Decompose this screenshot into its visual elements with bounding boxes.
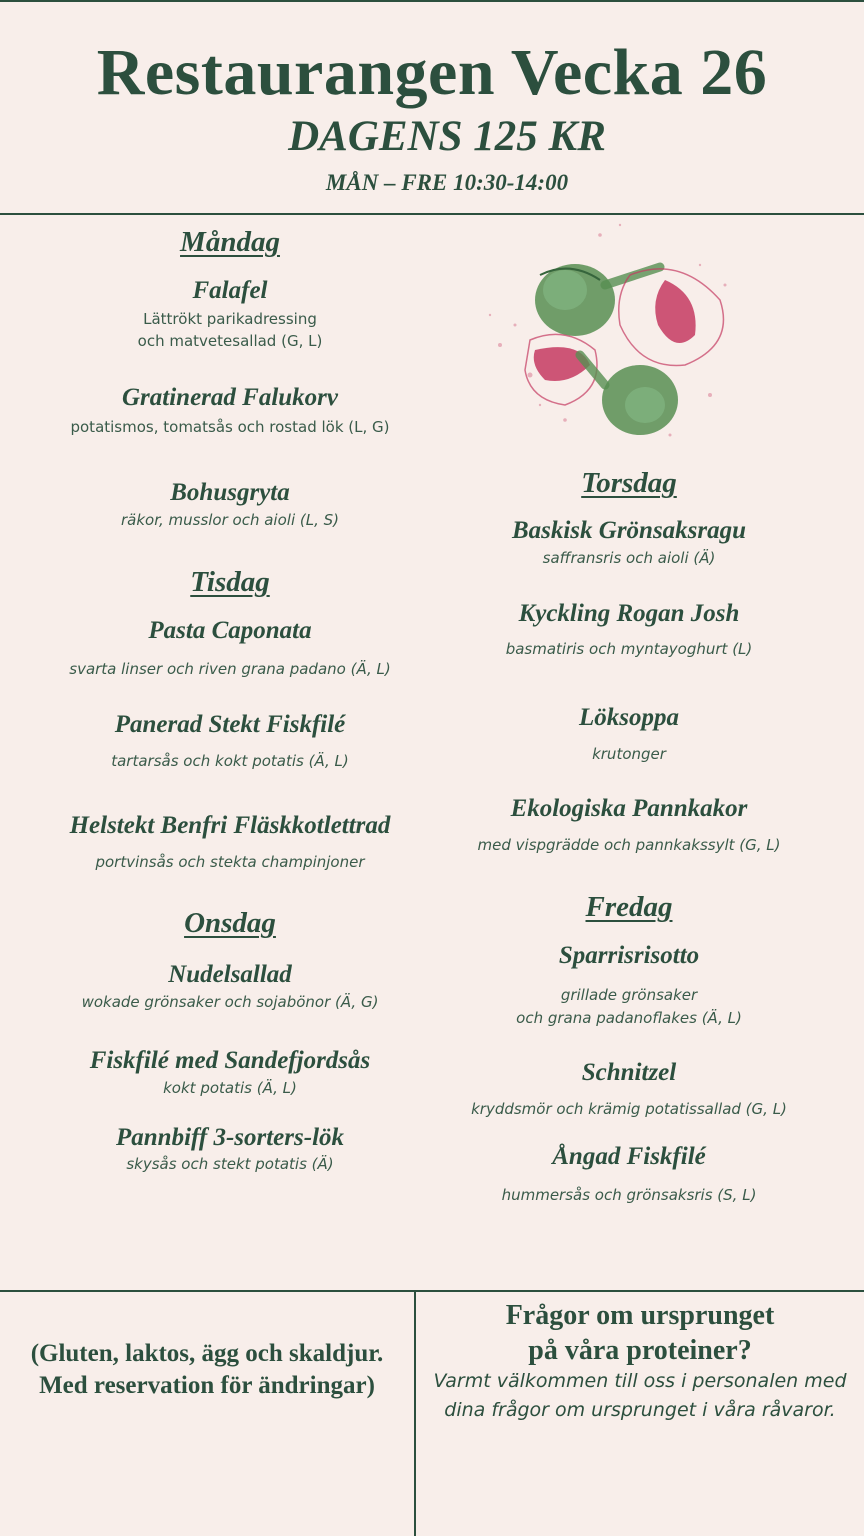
dish-name: Bohusgryta [170, 479, 290, 506]
dish-name: Schnitzel [581, 1059, 677, 1086]
allergen-line: Med reservation för ändringar) [39, 1372, 375, 1399]
dish-description: kryddsmör och krämig potatissallad (G, L) [471, 1100, 787, 1118]
day-heading-thursday: Torsdag [581, 467, 677, 499]
footer-divider [0, 1290, 864, 1292]
dish-description: kokt potatis (Ä, L) [163, 1079, 297, 1097]
dish-name: Ekologiska Pannkakor [510, 795, 748, 822]
welcome-line: Varmt välkommen till oss i personalen med [433, 1370, 847, 1392]
right-menu-column [444, 0, 814, 1290]
dish-description: skysås och stekt potatis (Ä) [126, 1155, 334, 1173]
dish-description: wokade grönsaker och sojabönor (Ä, G) [81, 993, 379, 1011]
dish-name: Löksoppa [579, 704, 679, 731]
day-heading-wednesday: Onsdag [184, 907, 276, 939]
dish-name: Baskisk Grönsaksragu [511, 517, 747, 544]
opening-hours: MÅN – FRE 10:30-14:00 [325, 170, 569, 195]
dish-description: saffransris och aioli (Ä) [542, 549, 716, 567]
dish-name: Panerad Stekt Fiskfilé [114, 711, 346, 738]
day-heading-friday: Fredag [585, 891, 673, 923]
dish-description: räkor, musslor och aioli (L, S) [120, 511, 340, 529]
page-title: Restaurangen Vecka 26 [96, 36, 768, 109]
dish-name: Pannbiff 3-sorters-lök [115, 1124, 345, 1151]
dish-description: svarta linser och riven grana padano (Ä, L) [69, 660, 391, 678]
dish-description: potatismos, tomatsås och rostad lök (L, G) [70, 418, 390, 436]
dish-description: tartarsås och kokt potatis (Ä, L) [111, 752, 349, 770]
left-menu-column [30, 0, 430, 1290]
welcome-note [416, 1367, 864, 1425]
dish-description: krutonger [592, 745, 666, 763]
day-heading-tuesday: Tisdag [190, 566, 270, 598]
welcome-line: dina frågor om ursprunget i våra råvaror. [444, 1399, 836, 1421]
allergen-note [0, 1338, 414, 1402]
origin-question [416, 1298, 864, 1368]
dish-description: med vispgrädde och pannkakssylt (G, L) [477, 836, 781, 854]
dish-description: grillade grönsaker [560, 986, 698, 1004]
dish-name: Ångad Fiskfilé [552, 1143, 706, 1170]
dish-name: Helstekt Benfri Fläskkotlettrad [69, 812, 391, 839]
dish-description: basmatiris och myntayoghurt (L) [505, 640, 753, 658]
question-line: på våra proteiner? [528, 1335, 752, 1366]
dish-name: Gratinerad Falukorv [121, 384, 338, 411]
price-subtitle: DAGENS 125 KR [288, 113, 606, 160]
dish-description: och grana padanoflakes (Ä, L) [516, 1009, 742, 1027]
dish-name: Nudelsallad [168, 961, 292, 988]
dish-description: Lättrökt parikadressing [143, 310, 317, 328]
dish-name: Pasta Caponata [148, 617, 312, 644]
dish-name: Sparrisrisotto [558, 942, 700, 969]
dish-name: Fiskfilé med Sandefjordsås [89, 1047, 371, 1074]
question-line: Frågor om ursprunget [505, 1300, 775, 1331]
dish-name: Falafel [192, 277, 268, 304]
dish-description: portvinsås och stekta champinjoner [95, 853, 365, 871]
day-heading-monday: Måndag [180, 226, 280, 258]
dish-description: och matvetesallad (G, L) [137, 332, 323, 350]
allergen-line: (Gluten, laktos, ägg och skaldjur. [30, 1340, 384, 1367]
dish-name: Kyckling Rogan Josh [518, 600, 740, 627]
dish-description: hummersås och grönsaksris (S, L) [501, 1186, 757, 1204]
